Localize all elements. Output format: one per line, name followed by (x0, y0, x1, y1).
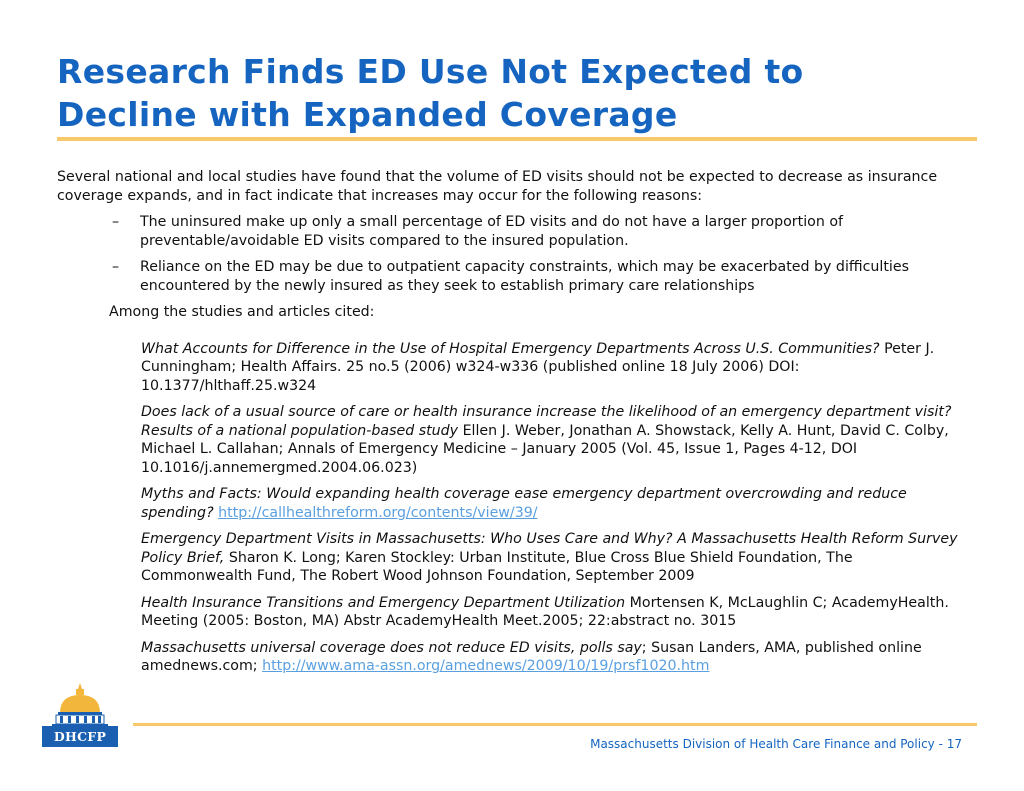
reference-title: Massachusetts universal coverage does not reduce ED visits, polls say (141, 639, 642, 656)
reference-item (141, 530, 967, 586)
references-list (141, 340, 967, 676)
title-line-2: Decline with Expanded Coverage (57, 95, 678, 134)
reference-item (141, 340, 967, 396)
reference-link[interactable]: http://callhealthreform.org/contents/view/39/ (218, 504, 538, 521)
reference-item (141, 403, 967, 477)
dash-bullet: – (112, 214, 120, 230)
reference-title: Does lack of a usual source of care or health insurance increase the likelihood of an emergency department visit? Results of a national population-based study (141, 404, 952, 439)
footer-divider (133, 723, 977, 726)
reference-details: Peter J. Cunningham; Health Affairs. 25 no.5 (2006) w324-w336 (published online 18 July 2006) DOI: 10.1377/hlthaff.25.w324 (141, 340, 935, 394)
state-house-dome-icon (42, 683, 118, 727)
title-divider (57, 137, 977, 141)
page-title (57, 50, 977, 136)
title-line-1: Research Finds ED Use Not Expected to (57, 52, 804, 91)
intro-paragraph: Several national and local studies have found that the volume of ED visits should not be expected to decrease as insurance coverage expands, and in fact indicate that increases may occur for the following reasons: (57, 169, 938, 204)
reference-title: Myths and Facts: Would expanding health coverage ease emergency department overcrowding and reduce spending? (141, 486, 907, 521)
reference-title: What Accounts for Difference in the Use of Hospital Emergency Departments Across U.S. Communities? (141, 340, 880, 357)
reasons-list (112, 213, 967, 295)
reference-title: Emergency Department Visits in Massachusetts: Who Uses Care and Why? A Massachusetts Health Reform Survey Policy Brief, (141, 531, 958, 566)
logo-text: DHCFP (42, 726, 118, 747)
footer-text: Massachusetts Division of Health Care Finance and Policy - 17 (590, 737, 962, 751)
reference-link[interactable]: http://www.ama-assn.org/amednews/2009/10/19/prsf1020.htm (262, 658, 710, 674)
reference-details: Ellen J. Weber, Jonathan A. Showstack, Kelly A. Hunt, David C. Colby, Michael L. Callahan; Annals of Emergency Medicine – January 2005 (Vol. 45, Issue 1, Pages 4-12, DOI 10.1016/j.annemergmed.2004.06.023) (141, 422, 949, 476)
bullet-text: The uninsured make up only a small percentage of ED visits and do not have a larger proportion of preventable/avoidable ED visits compared to the insured population. (140, 214, 844, 249)
reference-details: ; Susan Landers, AMA, published online amednews.com; (141, 639, 922, 674)
dhcfp-logo (42, 683, 118, 747)
reference-details: Mortensen K, McLaughlin C; AcademyHealth. Meeting (2005: Boston, MA) Abstr AcademyHealth Meet.2005; 22:abstract no. 3015 (141, 594, 949, 629)
reference-item (141, 594, 967, 631)
reference-details: Sharon K. Long; Karen Stockley: Urban Institute, Blue Cross Blue Shield Foundation, The Commonwealth Fund, The Robert Wood Johnson Foundation, September 2009 (141, 549, 853, 584)
slide-body (57, 168, 967, 684)
reference-item (141, 639, 967, 676)
bullet-text: Reliance on the ED may be due to outpatient capacity constraints, which may be exacerbated by difficulties encountered by the newly insured as they seek to establish primary care relationships (140, 259, 909, 294)
reference-title: Health Insurance Transitions and Emergency Department Utilization (141, 594, 626, 611)
dash-bullet: – (112, 259, 120, 275)
reference-item (141, 485, 967, 522)
cited-label: Among the studies and articles cited: (109, 304, 375, 320)
list-item (112, 213, 967, 250)
list-item (112, 258, 967, 295)
